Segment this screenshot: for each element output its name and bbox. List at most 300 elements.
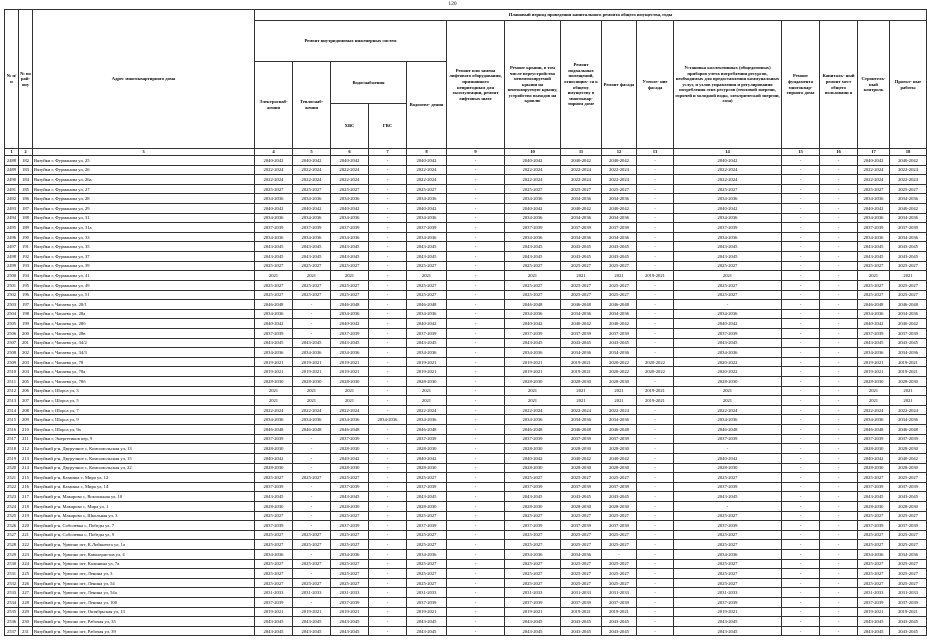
col-address: Адрес многоквартирного дома: [33, 10, 255, 149]
table-cell: 2040-2042: [255, 319, 293, 329]
table-cell: 2037-2039: [890, 521, 927, 531]
table-cell: 2025-2027: [602, 261, 637, 271]
table-cell: 191: [19, 242, 33, 252]
table-cell: 2022-2024: [561, 165, 602, 175]
table-cell: 197: [19, 300, 33, 310]
table-cell: 2504: [5, 309, 19, 319]
table-cell: 2020-2022: [637, 367, 674, 377]
table-cell: -: [820, 175, 858, 185]
table-cell: 2525: [5, 511, 19, 521]
table-cell: 2034-2036: [602, 309, 637, 319]
table-cell: 2040-2042: [602, 453, 637, 463]
table-row: [5, 232, 927, 242]
table-cell: -: [820, 607, 858, 617]
table-cell: 2025-2027: [331, 280, 369, 290]
table-cell: 2522: [5, 482, 19, 492]
table-cell: 2524: [5, 501, 19, 511]
address-cell: Вязуйки г, Фурманова ул, 41: [33, 271, 255, 281]
address-cell: Вязуйкий р-н, Урюпно пгт, Рабочая ул, 35: [33, 617, 255, 627]
table-cell: 2028-2030: [255, 377, 293, 387]
table-cell: -: [637, 607, 674, 617]
table-cell: -: [369, 530, 407, 540]
table-cell: 2040-2042: [255, 204, 293, 214]
table-cell: -: [369, 425, 407, 435]
address-cell: Вязуйкий р-н, Урюпно пгт, Ленина ул, 3: [33, 569, 255, 579]
table-cell: 204: [19, 367, 33, 377]
table-cell: 2037-2039: [674, 434, 782, 444]
table-cell: 2034-2036: [561, 348, 602, 358]
address-cell: Вязуйки г, Фурманова ул, 49: [33, 280, 255, 290]
table-cell: 2022-2024: [674, 165, 782, 175]
table-cell: 2043-2045: [505, 617, 561, 627]
table-cell: 2043-2045: [674, 338, 782, 348]
table-cell: -: [369, 521, 407, 531]
table-row: [5, 328, 927, 338]
table-cell: 2037-2039: [407, 482, 447, 492]
table-cell: 2021: [331, 271, 369, 281]
table-cell: -: [637, 242, 674, 252]
table-cell: -: [447, 607, 505, 617]
table-cell: 2037-2039: [858, 482, 890, 492]
table-cell: 2034-2036: [858, 232, 890, 242]
table-cell: 2535: [5, 607, 19, 617]
table-cell: 2034-2036: [255, 549, 293, 559]
table-cell: 192: [19, 252, 33, 262]
table-cell: 2491: [5, 184, 19, 194]
table-cell: -: [447, 194, 505, 204]
table-cell: -: [820, 617, 858, 627]
table-cell: 2507: [5, 338, 19, 348]
table-cell: -: [293, 511, 331, 521]
table-cell: 2046-2048: [890, 425, 927, 435]
table-cell: 2040-2042: [255, 453, 293, 463]
table-cell: 2037-2039: [890, 598, 927, 608]
table-cell: 2037-2039: [407, 598, 447, 608]
table-cell: 2025-2027: [561, 559, 602, 569]
table-cell: 2034-2036: [858, 415, 890, 425]
address-cell: Вязуйкий р-н, Соболевка с, Победы ул, 7: [33, 521, 255, 531]
table-cell: 2025-2027: [505, 280, 561, 290]
table-cell: -: [820, 598, 858, 608]
plan-period-header: Плановый период проведения капитального ремонта общего имущества, годы: [255, 10, 927, 21]
table-cell: -: [293, 501, 331, 511]
table-cell: 2031-2033: [505, 588, 561, 598]
table-cell: 2019-2021: [293, 357, 331, 367]
table-cell: 195: [19, 280, 33, 290]
table-cell: -: [782, 626, 820, 636]
table-cell: -: [369, 232, 407, 242]
table-cell: 2022-2024: [293, 165, 331, 175]
table-cell: 2043-2045: [561, 626, 602, 636]
table-cell: -: [447, 377, 505, 387]
table-cell: 2021: [674, 386, 782, 396]
table-cell: -: [820, 328, 858, 338]
table-cell: 2040-2042: [674, 453, 782, 463]
table-cell: -: [782, 338, 820, 348]
page-number: 120: [448, 1, 457, 7]
table-cell: 2019-2021: [890, 357, 927, 367]
table-cell: 2025-2027: [255, 530, 293, 540]
table-cell: 223: [19, 549, 33, 559]
table-cell: -: [447, 434, 505, 444]
table-cell: 225: [19, 569, 33, 579]
table-cell: 2028-2030: [505, 501, 561, 511]
table-cell: 2021: [255, 386, 293, 396]
table-row: [5, 184, 927, 194]
table-cell: -: [820, 549, 858, 559]
address-cell: Вязуйки г, Чапаева ул, 34/2: [33, 338, 255, 348]
table-cell: 2025-2027: [505, 184, 561, 194]
table-row: [5, 453, 927, 463]
address-cell: Вязуйкий р-н, Казаиша с, Мира ул, 12: [33, 473, 255, 483]
table-cell: 2028-2030: [890, 444, 927, 454]
table-cell: 2025-2027: [407, 540, 447, 550]
table-cell: 2043-2045: [561, 617, 602, 627]
table-cell: 2043-2045: [407, 338, 447, 348]
table-cell: 2022-2024: [505, 165, 561, 175]
table-cell: 2040-2042: [890, 319, 927, 329]
table-cell: 2043-2045: [602, 626, 637, 636]
table-cell: 2021: [561, 386, 602, 396]
table-cell: 2046-2048: [293, 425, 331, 435]
table-cell: -: [637, 473, 674, 483]
table-cell: 2019-2021: [890, 607, 927, 617]
address-cell: Вязуйкий р-н, Урюпно пгт, Кавалеристов ул, 4: [33, 549, 255, 559]
table-row: [5, 617, 927, 627]
table-cell: 2022-2024: [858, 175, 890, 185]
table-cell: 2043-2045: [331, 626, 369, 636]
table-cell: 2020-2022: [637, 357, 674, 367]
table-cell: 2025-2027: [858, 184, 890, 194]
table-cell: 2037-2039: [255, 223, 293, 233]
table-cell: -: [447, 521, 505, 531]
table-cell: 2043-2045: [602, 492, 637, 502]
table-cell: -: [369, 463, 407, 473]
table-cell: -: [293, 434, 331, 444]
table-cell: 2022-2024: [890, 165, 927, 175]
col-heat: Теплоснаб- жения: [293, 62, 331, 149]
address-cell: Вязуйкий р-н, Урюпно пгт, Октябрьская ул, 13: [33, 607, 255, 617]
table-cell: 2034-2036: [505, 232, 561, 242]
table-cell: -: [820, 444, 858, 454]
table-cell: 2034-2036: [602, 415, 637, 425]
table-cell: -: [447, 319, 505, 329]
table-cell: 2025-2027: [858, 511, 890, 521]
table-cell: 2028-2030: [505, 377, 561, 387]
table-cell: 2529: [5, 549, 19, 559]
table-cell: 217: [19, 492, 33, 502]
table-cell: 2028-2030: [674, 463, 782, 473]
table-cell: 2025-2027: [890, 578, 927, 588]
table-cell: 205: [19, 377, 33, 387]
table-row: [5, 377, 927, 387]
column-number: 2: [19, 149, 33, 156]
table-cell: 2021: [602, 386, 637, 396]
table-cell: -: [293, 328, 331, 338]
table-cell: 2040-2042: [561, 453, 602, 463]
table-cell: 2028-2030: [602, 377, 637, 387]
table-cell: -: [782, 261, 820, 271]
table-cell: 2025-2027: [858, 559, 890, 569]
table-cell: -: [637, 213, 674, 223]
table-cell: 2040-2042: [255, 156, 293, 166]
table-cell: 2043-2045: [505, 626, 561, 636]
address-cell: Вязуйки г, Шорса ул, 5: [33, 396, 255, 406]
table-cell: 2019-2021: [255, 367, 293, 377]
table-cell: -: [820, 338, 858, 348]
table-cell: 2034-2036: [407, 348, 447, 358]
table-cell: 2034-2036: [674, 415, 782, 425]
table-cell: 190: [19, 232, 33, 242]
table-cell: 2025-2027: [293, 473, 331, 483]
table-row: [5, 386, 927, 396]
table-cell: -: [820, 319, 858, 329]
table-cell: -: [820, 271, 858, 281]
table-cell: -: [637, 194, 674, 204]
table-cell: 2043-2045: [407, 492, 447, 502]
table-cell: 2020-2022: [602, 367, 637, 377]
address-cell: Вязуйки г, Фурманова ул, 31а: [33, 223, 255, 233]
table-cell: 2025-2027: [331, 184, 369, 194]
col-facade: Ремонт фасада: [602, 21, 637, 149]
table-cell: -: [637, 415, 674, 425]
table-cell: 2492: [5, 194, 19, 204]
table-cell: -: [782, 223, 820, 233]
table-cell: 2526: [5, 521, 19, 531]
table-cell: 2025-2027: [890, 530, 927, 540]
table-cell: 2031-2033: [407, 588, 447, 598]
table-cell: -: [369, 194, 407, 204]
table-cell: -: [820, 242, 858, 252]
table-cell: -: [447, 386, 505, 396]
table-cell: 2022-2024: [858, 405, 890, 415]
table-cell: 2025-2027: [602, 559, 637, 569]
table-cell: 2509: [5, 357, 19, 367]
table-cell: -: [447, 578, 505, 588]
table-cell: 218: [19, 501, 33, 511]
address-cell: Вязуйки г, Чапаева ул, 34/3: [33, 348, 255, 358]
table-cell: 2034-2036: [331, 309, 369, 319]
table-cell: 200: [19, 328, 33, 338]
table-cell: 219: [19, 511, 33, 521]
table-cell: 2031-2033: [674, 588, 782, 598]
table-cell: 2510: [5, 367, 19, 377]
table-cell: 2021: [561, 396, 602, 406]
table-cell: 2025-2027: [561, 511, 602, 521]
table-cell: -: [369, 559, 407, 569]
table-cell: -: [369, 357, 407, 367]
table-cell: -: [369, 511, 407, 521]
table-cell: 2034-2036: [674, 232, 782, 242]
table-cell: 2046-2048: [407, 300, 447, 310]
table-cell: 2028-2030: [255, 444, 293, 454]
table-cell: -: [782, 280, 820, 290]
table-cell: 2021: [331, 396, 369, 406]
table-cell: 2022-2024: [858, 165, 890, 175]
table-cell: 2040-2042: [505, 204, 561, 214]
table-cell: 2034-2036: [255, 194, 293, 204]
table-cell: 2037-2039: [255, 482, 293, 492]
table-cell: 2019-2021: [637, 396, 674, 406]
table-cell: 189: [19, 223, 33, 233]
table-cell: 2537: [5, 626, 19, 636]
table-cell: 2025-2027: [890, 559, 927, 569]
table-cell: -: [782, 521, 820, 531]
table-cell: -: [637, 280, 674, 290]
table-cell: -: [820, 261, 858, 271]
table-cell: -: [820, 559, 858, 569]
table-cell: 2025-2027: [505, 530, 561, 540]
table-cell: 182: [19, 156, 33, 166]
table-cell: -: [447, 444, 505, 454]
table-cell: 2040-2042: [407, 156, 447, 166]
table-cell: -: [820, 300, 858, 310]
table-cell: -: [447, 501, 505, 511]
table-cell: 2022-2024: [331, 405, 369, 415]
table-cell: 2025-2027: [293, 578, 331, 588]
table-cell: 2043-2045: [674, 242, 782, 252]
table-cell: 2031-2033: [602, 588, 637, 598]
table-cell: 2025-2027: [602, 290, 637, 300]
table-cell: 2025-2027: [890, 511, 927, 521]
table-cell: 2040-2042: [602, 319, 637, 329]
table-cell: 2025-2027: [293, 530, 331, 540]
table-cell: 2025-2027: [255, 184, 293, 194]
table-cell: -: [447, 184, 505, 194]
table-cell: 2019-2021: [637, 386, 674, 396]
table-cell: 2021: [255, 396, 293, 406]
table-cell: 2025-2027: [674, 569, 782, 579]
table-cell: -: [782, 386, 820, 396]
table-cell: 2037-2039: [890, 434, 927, 444]
table-cell: 2022-2024: [561, 405, 602, 415]
table-cell: -: [447, 338, 505, 348]
table-cell: -: [369, 290, 407, 300]
table-cell: -: [637, 338, 674, 348]
table-cell: 202: [19, 348, 33, 358]
table-row: [5, 357, 927, 367]
table-cell: 2034-2036: [505, 194, 561, 204]
table-cell: -: [447, 175, 505, 185]
table-cell: -: [293, 444, 331, 454]
table-cell: 2519: [5, 453, 19, 463]
table-cell: 186: [19, 194, 33, 204]
table-cell: -: [369, 588, 407, 598]
table-cell: 2028-2030: [505, 463, 561, 473]
col-insulation: Утепле- ние фасада: [637, 21, 674, 149]
table-cell: 206: [19, 386, 33, 396]
table-cell: 2028-2030: [602, 463, 637, 473]
table-cell: -: [293, 549, 331, 559]
table-cell: -: [820, 165, 858, 175]
table-row: [5, 396, 927, 406]
table-cell: 2025-2027: [858, 280, 890, 290]
table-cell: 2022-2024: [293, 405, 331, 415]
table-cell: 2025-2027: [505, 540, 561, 550]
table-cell: 2019-2021: [407, 357, 447, 367]
table-cell: 2034-2036: [858, 348, 890, 358]
table-cell: 2025-2027: [561, 569, 602, 579]
address-cell: Вязуйки г, Фурманова ул, 33: [33, 232, 255, 242]
table-cell: 2025-2027: [331, 578, 369, 588]
table-cell: 2040-2042: [674, 156, 782, 166]
table-cell: 2043-2045: [602, 242, 637, 252]
table-cell: -: [447, 252, 505, 262]
table-cell: -: [369, 328, 407, 338]
table-cell: 2046-2048: [255, 425, 293, 435]
table-cell: 2019-2021: [255, 607, 293, 617]
table-cell: -: [447, 280, 505, 290]
address-cell: Вязуйки г, Чапаева ул, 28а: [33, 309, 255, 319]
table-cell: -: [293, 492, 331, 502]
address-cell: Вязуйки г, Фурманова ул, 35: [33, 242, 255, 252]
column-number: 1: [5, 149, 19, 156]
table-cell: 2043-2045: [858, 242, 890, 252]
table-cell: -: [782, 511, 820, 521]
table-cell: -: [637, 425, 674, 435]
address-cell: Вязуйки г, Шорса ул, 9: [33, 415, 255, 425]
table-cell: 2025-2027: [561, 540, 602, 550]
table-cell: -: [637, 175, 674, 185]
col-basement: Ремонт подвальных помещений, относящих- ся к общему имуществу в многоквар- тирном доме: [561, 21, 602, 149]
table-cell: 2040-2042: [890, 156, 927, 166]
table-cell: -: [782, 175, 820, 185]
table-cell: -: [447, 348, 505, 358]
table-cell: -: [369, 165, 407, 175]
table-row: [5, 338, 927, 348]
table-cell: 2043-2045: [890, 626, 927, 636]
table-cell: -: [782, 501, 820, 511]
table-cell: 2527: [5, 530, 19, 540]
table-cell: -: [637, 252, 674, 262]
table-cell: -: [447, 598, 505, 608]
table-cell: 2043-2045: [407, 252, 447, 262]
table-cell: 2025-2027: [890, 540, 927, 550]
table-cell: 2034-2036: [858, 194, 890, 204]
table-cell: -: [820, 463, 858, 473]
table-cell: 2025-2027: [561, 530, 602, 540]
address-cell: Вязуйки г, Шорса ул, 9а: [33, 425, 255, 435]
table-cell: 2034-2036: [331, 194, 369, 204]
table-cell: 2025-2027: [674, 578, 782, 588]
table-cell: 2043-2045: [255, 626, 293, 636]
table-cell: 2043-2045: [331, 492, 369, 502]
table-cell: -: [782, 607, 820, 617]
address-cell: Вязуйки г, Фурманова ул, 31: [33, 213, 255, 223]
table-cell: 209: [19, 415, 33, 425]
table-row: [5, 540, 927, 550]
table-cell: 2021: [505, 386, 561, 396]
table-cell: -: [447, 530, 505, 540]
table-cell: -: [820, 280, 858, 290]
address-cell: Вязуйкий р-н, Соболевка с, Победы ул, 9: [33, 530, 255, 540]
table-cell: 2022-2024: [407, 165, 447, 175]
table-cell: 2043-2045: [331, 242, 369, 252]
table-cell: -: [820, 425, 858, 435]
col-design-works: Проект- ные работы: [890, 21, 927, 149]
table-cell: 2021: [293, 386, 331, 396]
table-cell: -: [447, 569, 505, 579]
table-cell: 2040-2042: [505, 453, 561, 463]
table-cell: 2037-2039: [407, 328, 447, 338]
table-cell: 229: [19, 607, 33, 617]
table-cell: 2021: [602, 271, 637, 281]
col-hvs: ХВС: [331, 104, 369, 148]
table-cell: 2040-2042: [561, 204, 602, 214]
table-cell: 2037-2039: [255, 434, 293, 444]
table-cell: 224: [19, 559, 33, 569]
col-n-region: № по рай- ону: [19, 10, 33, 149]
